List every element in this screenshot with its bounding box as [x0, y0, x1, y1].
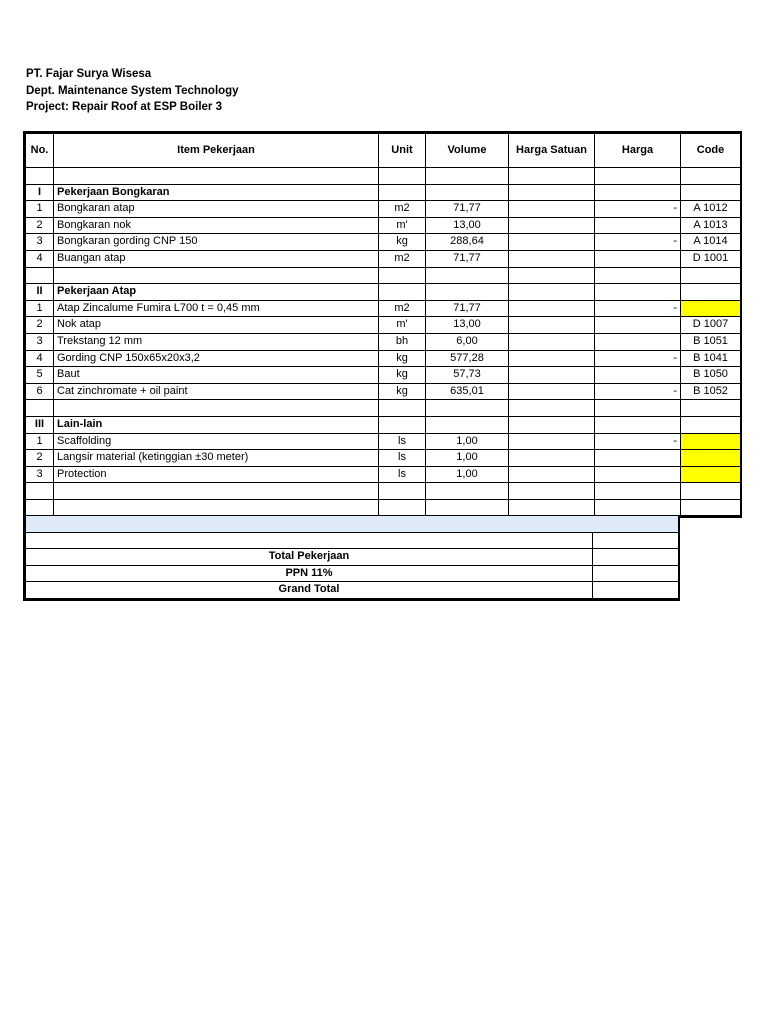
- cell-code[interactable]: [681, 284, 741, 301]
- cell-volume[interactable]: [426, 483, 509, 500]
- cell-harga-satuan[interactable]: [509, 300, 595, 317]
- cell-code[interactable]: [681, 416, 741, 433]
- cell-volume[interactable]: 71,77: [426, 300, 509, 317]
- table-row: [26, 350, 741, 367]
- cell-item[interactable]: Atap Zincalume Fumira L700 t = 0,45 mm: [54, 300, 379, 317]
- table-row: [26, 367, 741, 384]
- cell-code[interactable]: [681, 483, 741, 500]
- cell-harga[interactable]: [595, 317, 681, 334]
- cell-unit[interactable]: m2: [379, 250, 426, 267]
- blank-row: [26, 483, 741, 500]
- summary-band: [26, 516, 679, 532]
- cell-volume[interactable]: 13,00: [426, 317, 509, 334]
- cell-harga-satuan[interactable]: [509, 383, 595, 400]
- grand-total-label: Grand Total: [26, 582, 593, 599]
- cell-harga-satuan[interactable]: [509, 416, 595, 433]
- cell-volume[interactable]: 577,28: [426, 350, 509, 367]
- ppn-value[interactable]: [593, 565, 679, 582]
- table-row: [26, 201, 741, 218]
- cell-harga-satuan[interactable]: [509, 499, 595, 516]
- cell-unit[interactable]: [379, 168, 426, 185]
- cell-harga-satuan[interactable]: [509, 350, 595, 367]
- grand-total-value[interactable]: [593, 582, 679, 599]
- cell-harga[interactable]: [595, 250, 681, 267]
- ppn-label: PPN 11%: [26, 565, 593, 582]
- cell-volume[interactable]: [426, 400, 509, 417]
- cell-unit[interactable]: bh: [379, 333, 426, 350]
- cell-unit[interactable]: [379, 483, 426, 500]
- cell-code[interactable]: A 1013: [681, 217, 741, 234]
- cell-volume[interactable]: 6,00: [426, 333, 509, 350]
- table-body: [26, 168, 741, 516]
- cell-harga-satuan[interactable]: [509, 201, 595, 218]
- cell-unit[interactable]: [379, 284, 426, 301]
- cell-item[interactable]: Pekerjaan Atap: [54, 284, 379, 301]
- cell-no[interactable]: 2: [26, 217, 54, 234]
- cell-no[interactable]: 3: [26, 466, 54, 483]
- cell-harga-satuan[interactable]: [509, 234, 595, 251]
- cell-harga-satuan[interactable]: [509, 450, 595, 467]
- cell-volume[interactable]: [426, 284, 509, 301]
- section-row: [26, 416, 741, 433]
- cell-harga[interactable]: [595, 466, 681, 483]
- cell-no[interactable]: II: [26, 284, 54, 301]
- summary-band-row: [26, 516, 679, 532]
- cell-item[interactable]: [54, 483, 379, 500]
- cell-harga[interactable]: -: [595, 433, 681, 450]
- cell-unit[interactable]: kg: [379, 350, 426, 367]
- cell-harga-satuan[interactable]: [509, 267, 595, 284]
- cell-harga[interactable]: [595, 400, 681, 417]
- cell-no[interactable]: [26, 499, 54, 516]
- cell-harga[interactable]: [595, 499, 681, 516]
- cell-harga[interactable]: -: [595, 350, 681, 367]
- table-row: [26, 433, 741, 450]
- cell-no[interactable]: 5: [26, 367, 54, 384]
- cell-item[interactable]: Baut: [54, 367, 379, 384]
- cell-code[interactable]: D 1001: [681, 250, 741, 267]
- cell-no[interactable]: [26, 400, 54, 417]
- cell-volume[interactable]: 57,73: [426, 367, 509, 384]
- col-header-volume: Volume: [426, 134, 509, 168]
- cell-unit[interactable]: m2: [379, 201, 426, 218]
- cell-item[interactable]: Pekerjaan Bongkaran: [54, 184, 379, 201]
- cell-harga-satuan[interactable]: [509, 250, 595, 267]
- cell-harga[interactable]: [595, 217, 681, 234]
- cell-unit[interactable]: [379, 400, 426, 417]
- table-row: [26, 217, 741, 234]
- cell-no[interactable]: 2: [26, 317, 54, 334]
- cell-code[interactable]: [681, 168, 741, 185]
- cell-unit[interactable]: ls: [379, 450, 426, 467]
- blank-row: [26, 499, 741, 516]
- cell-harga[interactable]: [595, 168, 681, 185]
- cell-unit[interactable]: m2: [379, 300, 426, 317]
- cell-code[interactable]: B 1052: [681, 383, 741, 400]
- work-items-table: [23, 131, 742, 518]
- cell-no[interactable]: [26, 483, 54, 500]
- cell-harga[interactable]: [595, 367, 681, 384]
- cell-unit[interactable]: [379, 184, 426, 201]
- cell-unit[interactable]: [379, 267, 426, 284]
- cell-code[interactable]: [681, 450, 741, 467]
- company-name: PT. Fajar Surya Wisesa: [26, 68, 152, 80]
- cell-no[interactable]: 3: [26, 333, 54, 350]
- cell-volume[interactable]: 1,00: [426, 433, 509, 450]
- cell-volume[interactable]: 71,77: [426, 250, 509, 267]
- cell-code[interactable]: [681, 400, 741, 417]
- total-pekerjaan-value[interactable]: [593, 549, 679, 566]
- cell-unit[interactable]: ls: [379, 466, 426, 483]
- cell-unit[interactable]: [379, 499, 426, 516]
- cell-unit[interactable]: kg: [379, 234, 426, 251]
- cell-harga-satuan[interactable]: [509, 367, 595, 384]
- table-row: [26, 250, 741, 267]
- cell-unit[interactable]: [379, 416, 426, 433]
- cell-item[interactable]: [54, 400, 379, 417]
- cell-item[interactable]: [54, 168, 379, 185]
- section-row: [26, 184, 741, 201]
- cell-volume[interactable]: 71,77: [426, 201, 509, 218]
- cell-harga-satuan[interactable]: [509, 284, 595, 301]
- cell-harga[interactable]: [595, 416, 681, 433]
- cell-volume[interactable]: 1,00: [426, 450, 509, 467]
- summary-ppn-row: [26, 565, 679, 582]
- cell-harga[interactable]: [595, 284, 681, 301]
- cell-harga-satuan[interactable]: [509, 168, 595, 185]
- table-row: [26, 234, 741, 251]
- cell-harga[interactable]: -: [595, 300, 681, 317]
- blank-row: [26, 400, 741, 417]
- cell-volume[interactable]: 1,00: [426, 466, 509, 483]
- cell-item[interactable]: Cat zinchromate + oil paint: [54, 383, 379, 400]
- summary-value-cell: [593, 532, 679, 549]
- cell-volume[interactable]: [426, 168, 509, 185]
- table-row: [26, 317, 741, 334]
- cell-code[interactable]: B 1050: [681, 367, 741, 384]
- cell-item[interactable]: Bongkaran atap: [54, 201, 379, 218]
- cell-volume[interactable]: [426, 499, 509, 516]
- col-header-no: No.: [26, 134, 54, 168]
- cell-no[interactable]: 3: [26, 234, 54, 251]
- cell-harga[interactable]: [595, 450, 681, 467]
- cell-volume[interactable]: [426, 267, 509, 284]
- cell-unit[interactable]: kg: [379, 383, 426, 400]
- cell-volume[interactable]: 635,01: [426, 383, 509, 400]
- cell-code[interactable]: [681, 433, 741, 450]
- cell-unit[interactable]: kg: [379, 367, 426, 384]
- document-header: [26, 66, 239, 116]
- cell-harga[interactable]: -: [595, 383, 681, 400]
- cell-harga[interactable]: -: [595, 201, 681, 218]
- cell-no[interactable]: I: [26, 184, 54, 201]
- cell-no[interactable]: 2: [26, 450, 54, 467]
- cell-unit[interactable]: ls: [379, 433, 426, 450]
- summary-blank-row: [26, 532, 679, 549]
- section-row: [26, 284, 741, 301]
- cell-code[interactable]: [681, 300, 741, 317]
- cell-no[interactable]: 1: [26, 433, 54, 450]
- cell-no[interactable]: [26, 168, 54, 185]
- cell-item[interactable]: [54, 267, 379, 284]
- cell-no[interactable]: 1: [26, 201, 54, 218]
- cell-no[interactable]: 4: [26, 250, 54, 267]
- blank-row: [26, 267, 741, 284]
- cell-item[interactable]: Lain-lain: [54, 416, 379, 433]
- cell-item[interactable]: Protection: [54, 466, 379, 483]
- cell-harga[interactable]: [595, 267, 681, 284]
- summary-label-cell: [26, 532, 593, 549]
- cell-code[interactable]: [681, 499, 741, 516]
- table-row: [26, 383, 741, 400]
- blank-row: [26, 168, 741, 185]
- department-name: Dept. Maintenance System Technology: [26, 84, 239, 97]
- cell-volume[interactable]: 288,64: [426, 234, 509, 251]
- cell-harga[interactable]: [595, 483, 681, 500]
- cell-item[interactable]: [54, 499, 379, 516]
- table-row: [26, 300, 741, 317]
- cell-item[interactable]: Trekstang 12 mm: [54, 333, 379, 350]
- cell-code[interactable]: [681, 466, 741, 483]
- cell-code[interactable]: B 1041: [681, 350, 741, 367]
- cell-harga-satuan[interactable]: [509, 466, 595, 483]
- cell-unit[interactable]: m': [379, 217, 426, 234]
- table-row: [26, 450, 741, 467]
- cell-harga[interactable]: [595, 333, 681, 350]
- cell-code[interactable]: A 1012: [681, 201, 741, 218]
- cell-harga[interactable]: [595, 184, 681, 201]
- cell-no[interactable]: 6: [26, 383, 54, 400]
- cell-volume[interactable]: 13,00: [426, 217, 509, 234]
- cell-harga-satuan[interactable]: [509, 400, 595, 417]
- cell-harga-satuan[interactable]: [509, 483, 595, 500]
- col-header-harga: Harga: [595, 134, 681, 168]
- col-header-code: Code: [681, 134, 741, 168]
- cell-volume[interactable]: [426, 416, 509, 433]
- cell-item[interactable]: Bongkaran nok: [54, 217, 379, 234]
- table-row: [26, 333, 741, 350]
- cell-harga-satuan[interactable]: [509, 317, 595, 334]
- total-pekerjaan-label: Total Pekerjaan: [26, 549, 593, 566]
- cell-harga-satuan[interactable]: [509, 433, 595, 450]
- cell-code[interactable]: D 1007: [681, 317, 741, 334]
- cell-item[interactable]: Buangan atap: [54, 250, 379, 267]
- cell-no[interactable]: [26, 267, 54, 284]
- cell-code[interactable]: A 1014: [681, 234, 741, 251]
- cell-unit[interactable]: m': [379, 317, 426, 334]
- summary-table: [23, 516, 680, 601]
- summary-grand-row: [26, 582, 679, 599]
- cell-no[interactable]: 1: [26, 300, 54, 317]
- cell-item[interactable]: Bongkaran gording CNP 150: [54, 234, 379, 251]
- col-header-item: Item Pekerjaan: [54, 134, 379, 168]
- cell-harga-satuan[interactable]: [509, 333, 595, 350]
- cell-harga-satuan[interactable]: [509, 217, 595, 234]
- cell-item[interactable]: Gording CNP 150x65x20x3,2: [54, 350, 379, 367]
- col-header-harga-satuan: Harga Satuan: [509, 134, 595, 168]
- cell-harga[interactable]: -: [595, 234, 681, 251]
- col-header-unit: Unit: [379, 134, 426, 168]
- cell-code[interactable]: B 1051: [681, 333, 741, 350]
- project-name: Project: Repair Roof at ESP Boiler 3: [26, 101, 222, 113]
- cell-volume[interactable]: [426, 184, 509, 201]
- cell-item[interactable]: Nok atap: [54, 317, 379, 334]
- cell-item[interactable]: Langsir material (ketinggian ±30 meter): [54, 450, 379, 467]
- summary-total-row: [26, 549, 679, 566]
- table-row: [26, 466, 741, 483]
- cell-item[interactable]: Scaffolding: [54, 433, 379, 450]
- cell-code[interactable]: [681, 184, 741, 201]
- cell-no[interactable]: III: [26, 416, 54, 433]
- cell-code[interactable]: [681, 267, 741, 284]
- table-header-row: [26, 134, 741, 168]
- cell-no[interactable]: 4: [26, 350, 54, 367]
- cell-harga-satuan[interactable]: [509, 184, 595, 201]
